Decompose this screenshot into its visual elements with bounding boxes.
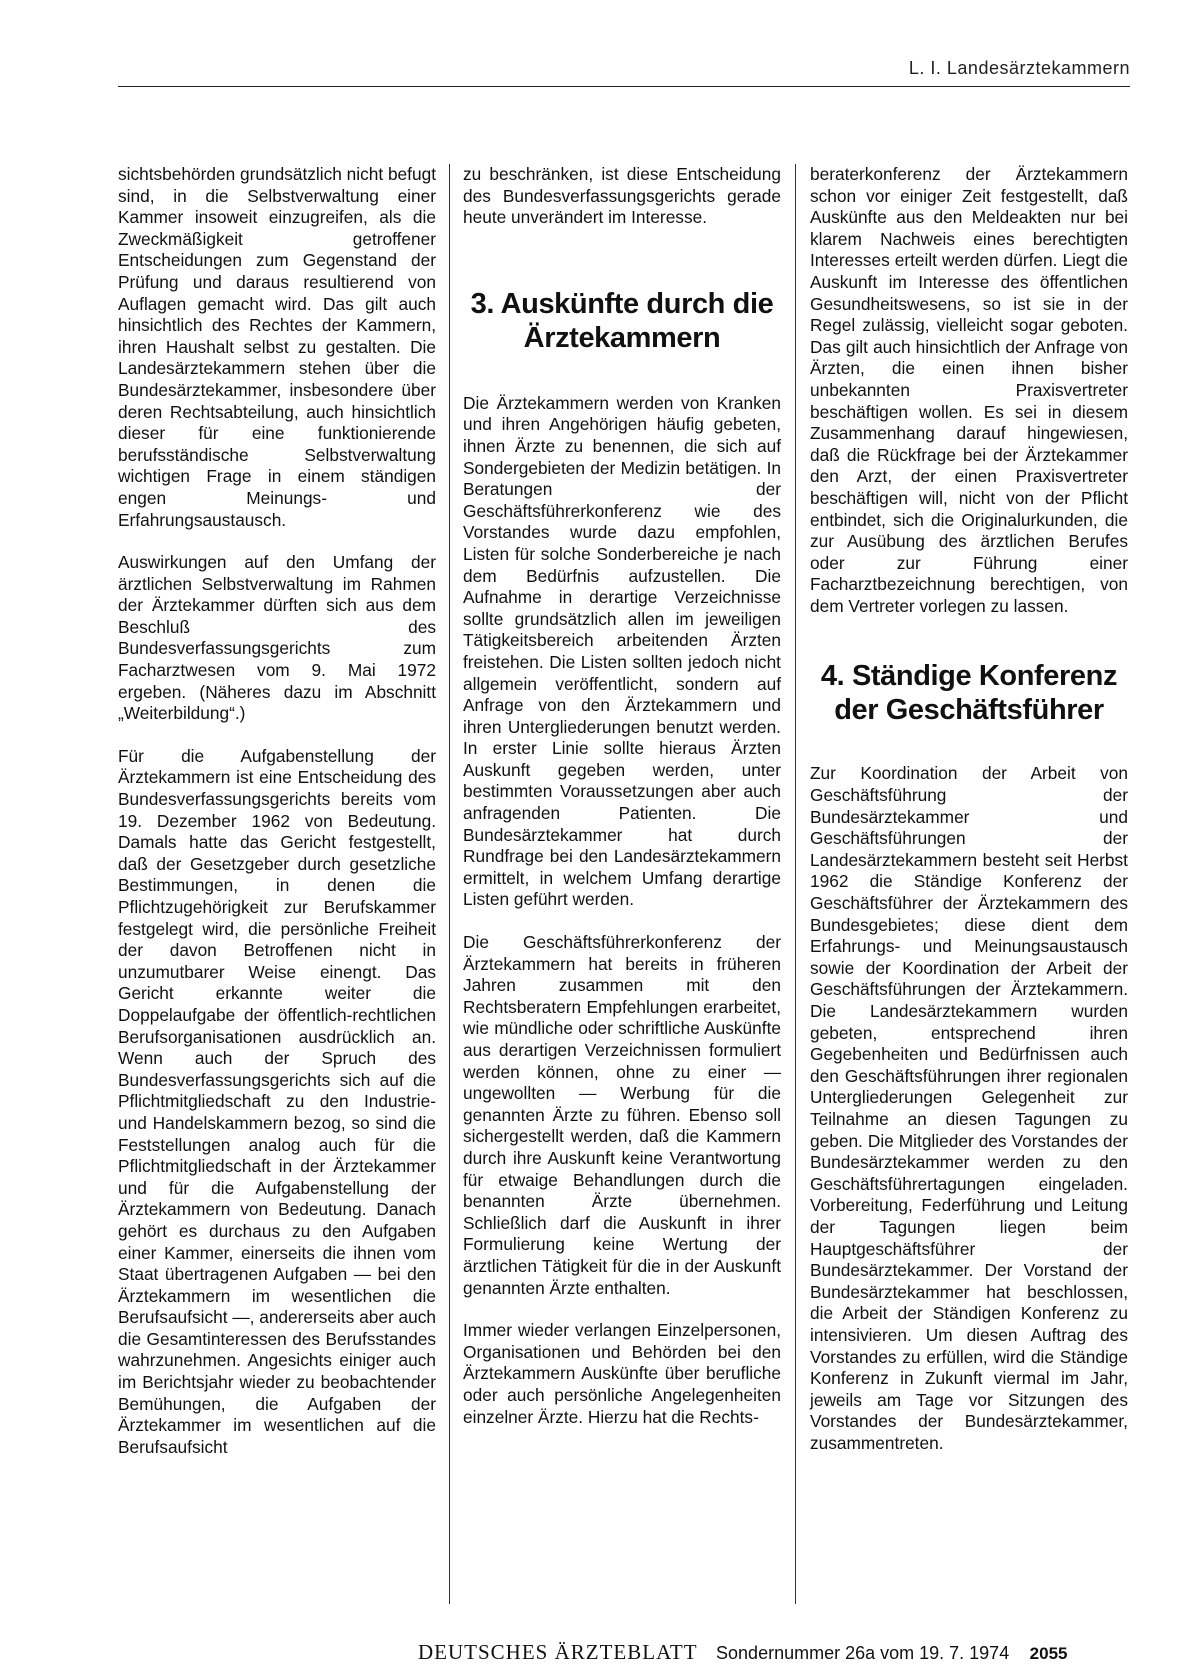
paragraph: Die Geschäftsführerkonferenz der Ärztekammern hat bereits in früheren Jahren zusammen mit den Rechtsberatern Empfehlungen erarbeitet, wie mündliche oder schriftliche Auskünfte aus derartigen Verzeichnissen formuliert werden können, ohne zu einer — ungewollten — Werbung für die genannten Ärzte zu führen. Ebenso soll sichergestellt werden, daß die Kammern durch ihre Auskunft keine Verantwortung für etwaige Behandlungen durch die benannten Ärzte übernehmen. Schließlich darf die Auskunft in ihrer Formulierung keine Wertung der ärztlichen Tätigkeit für die in der Auskunft genannten Ärzte enthalten.: [463, 932, 781, 1298]
header-rule: [118, 86, 1130, 87]
text-column-1: [118, 164, 436, 1458]
paragraph: Auswirkungen auf den Umfang der ärztlichen Selbstverwaltung im Rahmen der Ärztekammer dürften sich aus dem Beschluß des Bundesverfassungsgerichts zum Facharztwesen vom 9. Mai 1972 ergeben. (Näheres dazu im Abschnitt „Weiterbildung“.): [118, 552, 436, 724]
text-column-3: [810, 164, 1128, 1454]
paragraph: beraterkonferenz der Ärztekammern schon vor einiger Zeit festgestellt, daß Auskünfte aus den Meldeakten nur bei klarem Nachweis eines berechtigten Interesses erteilt werden dürfen. Liegt die Auskunft im Interesse des öffentlichen Gesundheitswesens, so ist sie in der Regel zulässig, vielleicht sogar geboten. Das gilt auch hinsichtlich der Anfrage von Ärzten, die einen ihnen bisher unbekannten Praxisvertreter beschäftigen wollen. Es sei in diesem Zusammenhang darauf hingewiesen, daß die Rückfrage bei der Ärztekammer den Arzt, der einen Praxisvertreter beschäftigen will, nicht von der Pflicht entbindet, sich die Originalurkunden, die zur Ausübung des ärztlichen Berufes oder zur Führung einer Facharztbezeichnung berechtigen, von dem Vertreter vorlegen zu lassen.: [810, 164, 1128, 616]
text-column-2: [463, 164, 781, 1428]
page-footer: [418, 1640, 1068, 1665]
paragraph: Für die Aufgabenstellung der Ärztekammern ist eine Entscheidung des Bundesverfassungsgerichts bereits vom 19. Dezember 1962 von Bedeutung. Damals hatte das Gericht festgestellt, daß der Gesetzgeber durch gesetzliche Bestimmungen, in denen die Pflichtzugehörigkeit zur Berufskammer festgelegt wird, die persönliche Freiheit der davon Betroffenen nicht in unzumutbarer Weise einengt. Das Gericht erkannte weiter die Doppelaufgabe der öffentlich-rechtlichen Berufsorganisationen ausdrücklich an. Wenn auch der Spruch des Bundesverfassungsgerichts sich auf die Pflichtmitgliedschaft zu den Industrie- und Handelskammern bezog, so sind die Feststellungen analog auch für die Pflichtmitgliedschaft in der Ärztekammer und für die Aufgabenstellung der Ärztekammern von Bedeutung. Danach gehört es durchaus zu den Aufgaben einer Kammer, einerseits die ihnen vom Staat übertragenen Aufgaben — bei den Ärztekammern im wesentlichen die Berufsaufsicht —, andererseits aber auch die Gesamtinteressen des Berufsstandes wahrzunehmen. Angesichts einiger auch im Berichtsjahr wieder zu beobachtender Bemühungen, die Aufgaben der Ärztekammer im wesentlichen auf die Berufsaufsicht: [118, 745, 436, 1457]
running-title: L. I. Landesärztekammern: [908, 58, 1130, 78]
paragraph: Die Ärztekammern werden von Kranken und ihren Angehörigen häufig gebeten, ihnen Ärzte zu benennen, die sich auf Sondergebieten der Medizin betätigen. In Beratungen der Geschäftsführerkonferenz wie des Vorstandes wurde dazu empfohlen, Listen für solche Sonderbereiche je nach dem Bedürfnis aufzustellen. Die Aufnahme in derartige Verzeichnisse sollte grundsätzlich allen im jeweiligen Tätigkeitsbereich arbeitenden Ärzten freistehen. Die Listen sollten jedoch nicht allgemein veröffentlicht, sondern auf Anfrage von den Ärztekammern und ihren Untergliederungen benutzt werden. In erster Linie sollte hieraus Ärzten Auskunft gegeben werden, unter bestimmten Voraussetzungen aber auch anfragenden Patienten. Die Bundesärztekammer hat durch Rundfrage bei den Landesärztekammern ermittelt, in welchem Umfang derartige Listen geführt werden.: [463, 392, 781, 910]
paragraph: sichtsbehörden grundsätzlich nicht befugt sind, in die Selbstverwaltung einer Kammer insoweit einzugreifen, als die Zweckmäßigkeit getroffener Entscheidungen zum Gegenstand der Prüfung und daraus resultierend von Auflagen gemacht wird. Das gilt auch hinsichtlich des Rechtes der Kammern, ihren Haushalt selbst zu gestalten. Die Landesärztekammern stehen über die Bundesärztekammer, insbesondere über deren Rechtsabteilung, auch hinsichtlich dieser für eine funktionierende berufsständische Selbstverwaltung wichtigen Frage in einem ständigen engen Meinungs- und Erfahrungsaustausch.: [118, 164, 436, 530]
section-heading-4: 4. Ständige Konferenz der Geschäftsführer: [820, 660, 1118, 727]
journal-title: DEUTSCHES ÄRZTEBLATT: [418, 1640, 698, 1664]
paragraph: Zur Koordination der Arbeit von Geschäftsführung der Bundesärztekammer und Geschäftsführungen der Landesärztekammern besteht seit Herbst 1962 die Ständige Konferenz der Geschäftsführer der Ärztekammern des Bundesgebietes; diese dient dem Erfahrungs- und Meinungsaustausch sowie der Koordination der Arbeit der Geschäftsführungen der Ärztekammern. Die Landesärztekammern wurden gebeten, entsprechend ihren Gegebenheiten und Bedürfnissen auch den Geschäftsführungen ihrer regionalen Untergliederungen Gelegenheit zur Teilnahme an diesen Tagungen zu geben. Die Mitglieder des Vorstandes der Bundesärztekammer werden zu den Geschäftsführertagungen eingeladen. Vorbereitung, Federführung und Leitung der Tagungen liegen beim Hauptgeschäftsführer der Bundesärztekammer. Der Vorstand der Bundesärztekammer hat beschlossen, die Arbeit der Ständigen Konferenz zu intensivieren. Um diesen Auftrag des Vorstandes zu erfüllen, wird die Ständige Konferenz in Zukunft viermal im Jahr, jeweils am Tage vor Sitzungen des Vorstandes der Bundesärztekammer, zusammentreten.: [810, 763, 1128, 1453]
page-number: 2055: [1029, 1644, 1068, 1663]
column-divider: [449, 164, 450, 1604]
column-divider: [795, 164, 796, 1604]
section-heading-3: 3. Auskünfte durch die Ärztekammern: [470, 287, 774, 354]
issue-info: Sondernummer 26a vom 19. 7. 1974: [716, 1643, 1010, 1663]
paragraph: zu beschränken, ist diese Entscheidung des Bundesverfassungsgerichts gerade heute unverändert im Interesse.: [463, 164, 781, 228]
paragraph: Immer wieder verlangen Einzelpersonen, Organisationen und Behörden bei den Ärztekammern Auskünfte über berufliche oder auch persönliche Angelegenheiten einzelner Ärzte. Hierzu hat die Rechts-: [463, 1320, 781, 1427]
